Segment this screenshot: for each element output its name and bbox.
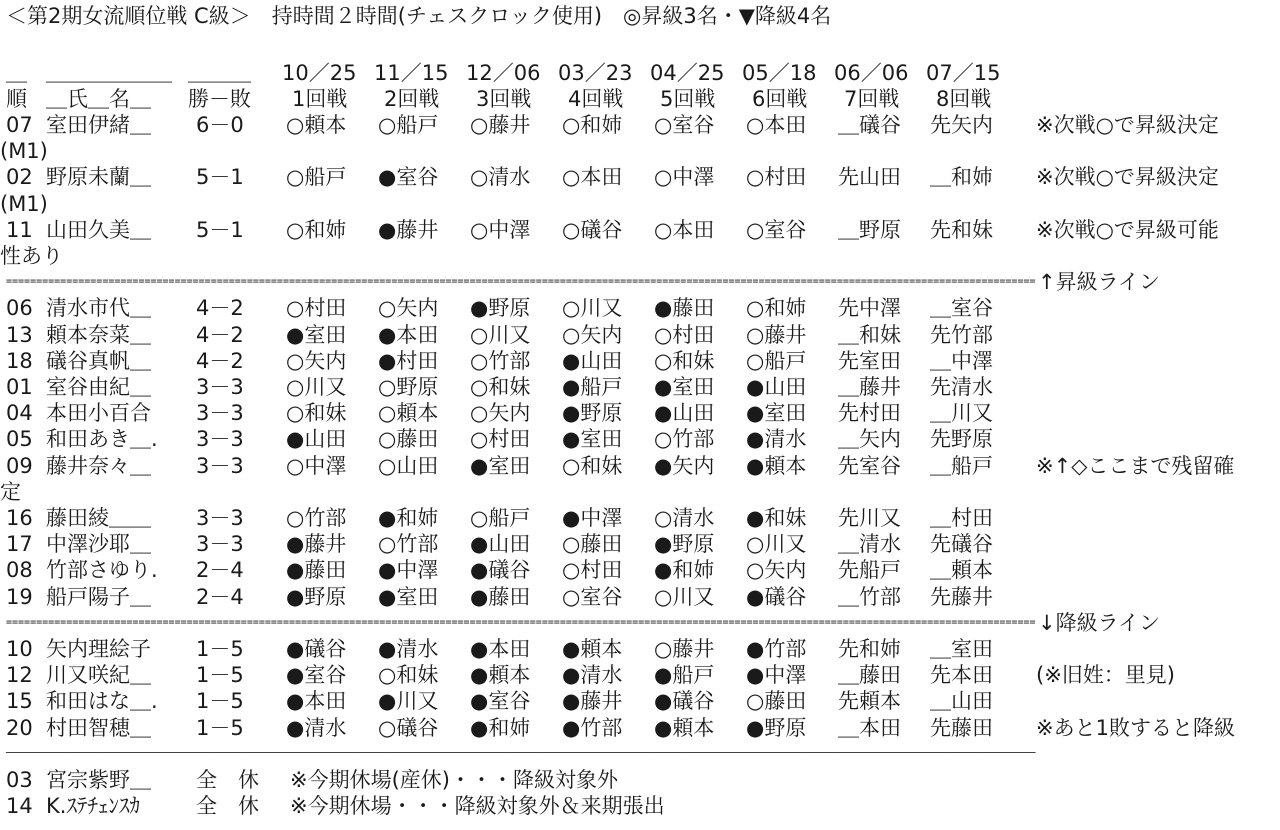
round-result: ●本田	[378, 322, 439, 347]
round-result: ○村田	[470, 427, 531, 452]
round-result: ＿船戸	[930, 453, 993, 478]
row-note-continuation: 定	[0, 479, 21, 504]
divider-line-rule: ───────────────────────────────────────────────────────────────────────────────────────────────────────────────────────────────────────────────────────────────────────────	[6, 747, 1036, 759]
round-result: ●中澤	[562, 506, 623, 530]
player-name: 船戸陽子＿	[46, 584, 151, 609]
player-number: 01	[6, 375, 33, 399]
win-loss-record: 全 休	[196, 794, 259, 819]
round-result: ＿野原	[838, 217, 901, 242]
round-result: ●野原	[746, 715, 807, 740]
round-result: ●村田	[378, 348, 439, 373]
round-result: ●山田	[286, 427, 347, 452]
round-result: ○藤田	[746, 689, 807, 714]
name-col-label: ＿氏＿名＿	[46, 87, 151, 111]
rank-col-top: ＿	[6, 61, 27, 85]
round-result: ●野原	[286, 584, 347, 609]
win-loss-record: 5－1	[196, 165, 244, 190]
round-result: ○竹部	[654, 427, 715, 452]
round-result: ＿頼本	[930, 558, 993, 583]
player-number: 15	[6, 689, 33, 714]
round-result: ●山田	[746, 375, 807, 399]
player-number: 16	[6, 506, 33, 530]
win-loss-record: 2－4	[196, 558, 244, 583]
round-result: ○室谷	[562, 584, 623, 609]
win-loss-record: 3－3	[196, 453, 244, 478]
player-name: 川又咲紀＿	[46, 663, 151, 688]
round-result: ○和妹	[378, 663, 439, 688]
win-loss-record: 1－5	[196, 689, 244, 714]
win-loss-record: 3－3	[196, 375, 244, 399]
round-result: ○礒谷	[378, 715, 439, 740]
player-name: 和田はな＿.	[46, 689, 158, 714]
player-number: 12	[6, 663, 33, 688]
round-result: 先和妹	[930, 217, 993, 242]
table-row	[6, 793, 1276, 819]
row-note: ※あと1敗すると降級	[1036, 715, 1235, 740]
round-result: ●竹部	[562, 715, 623, 740]
round-result: ○中澤	[286, 453, 347, 478]
round-result: 先室谷	[838, 453, 901, 478]
table-row	[6, 112, 1276, 138]
round-result: 先和姉	[838, 637, 901, 661]
round-result: 先山田	[838, 165, 901, 190]
round-result: ○矢内	[470, 401, 531, 426]
round-date: 04／25	[650, 61, 725, 85]
player-number: 20	[6, 715, 33, 740]
round-result: ○和妹	[470, 375, 531, 399]
win-loss-record: 1－5	[196, 663, 244, 688]
round-result: ○中澤	[654, 165, 715, 190]
record-col-top: ＿＿＿	[188, 61, 251, 85]
player-name: 本田小百合	[46, 401, 151, 426]
round-result: 先礒谷	[930, 532, 993, 557]
round-result: ●和姉	[654, 558, 715, 583]
round-result: ○和妹	[654, 348, 715, 373]
round-label: 1回戦	[292, 87, 348, 111]
round-result: ●和妹	[746, 506, 807, 530]
round-result: ＿和姉	[930, 165, 993, 190]
round-date: 10／25	[282, 61, 357, 85]
round-result: ○矢内	[746, 558, 807, 583]
table-row	[6, 217, 1276, 243]
table-row	[6, 636, 1276, 662]
round-result: 先本田	[930, 663, 993, 688]
player-name: 中澤沙耶＿	[46, 532, 151, 557]
player-name: 室田伊緒＿	[46, 113, 151, 137]
win-loss-record: 6－0	[196, 113, 244, 137]
round-result: 先室田	[838, 348, 901, 373]
player-number: 10	[6, 637, 33, 661]
round-result: ○船戸	[470, 506, 531, 530]
round-result: ●和姉	[470, 715, 531, 740]
win-loss-record: 4－2	[196, 322, 244, 347]
player-name: 村田智穂＿	[46, 715, 151, 740]
round-result: ●本田	[286, 689, 347, 714]
round-result: ○村田	[286, 296, 347, 321]
round-result: ○野原	[378, 375, 439, 399]
round-result: ○竹部	[286, 506, 347, 530]
round-result: ○矢内	[378, 296, 439, 321]
round-result: ＿室谷	[930, 296, 993, 321]
round-result: ●礒谷	[746, 584, 807, 609]
round-result: ＿和妹	[838, 322, 901, 347]
round-result: ○藤井	[746, 322, 807, 347]
round-result: ●清水	[378, 637, 439, 661]
round-result: 先川又	[838, 506, 901, 530]
round-result: 先村田	[838, 401, 901, 426]
round-result: ＿室田	[930, 637, 993, 661]
promotion-line-label: ↑昇級ライン	[1038, 270, 1160, 295]
round-result: ○本田	[654, 217, 715, 242]
round-result: ●清水	[286, 715, 347, 740]
round-result: 先野原	[930, 427, 993, 452]
player-number: 17	[6, 532, 33, 557]
round-result: ●室田	[286, 322, 347, 347]
player-name: 山田久美＿	[46, 217, 151, 242]
player-number: 13	[6, 322, 33, 347]
promotion-line	[6, 269, 1276, 295]
round-result: ●船戸	[654, 663, 715, 688]
table-row	[6, 662, 1276, 688]
round-result: ○船戸	[746, 348, 807, 373]
rank-col-label: 順	[6, 87, 27, 111]
table-row	[6, 715, 1276, 741]
round-result: ○清水	[470, 165, 531, 190]
round-label: 7回戦	[844, 87, 900, 111]
row-note: (※旧姓：里見)	[1036, 663, 1175, 688]
player-number: 11	[6, 217, 33, 242]
player-number: 03	[6, 768, 33, 792]
player-name: 頼本奈菜＿	[46, 322, 151, 347]
round-date: 07／15	[926, 61, 1001, 85]
table-row	[6, 295, 1276, 321]
relegation-line	[6, 610, 1276, 636]
round-result: ○室谷	[654, 113, 715, 137]
round-result: 先清水	[930, 375, 993, 399]
round-result: ●室谷	[286, 663, 347, 688]
round-result: ○和姉	[562, 113, 623, 137]
round-result: ●室谷	[378, 165, 439, 190]
round-date: 12／06	[466, 61, 541, 85]
round-result: 先竹部	[930, 322, 993, 347]
round-result: ○船戸	[286, 165, 347, 190]
round-result: ○矢内	[562, 322, 623, 347]
win-loss-record: 3－3	[196, 427, 244, 452]
round-result: ○頼本	[286, 113, 347, 137]
row-note-continuation: (M1)	[0, 139, 48, 164]
header-dates-row	[6, 60, 1276, 86]
row-note-continuation: (M1)	[0, 191, 48, 216]
round-result: ○川又	[470, 322, 531, 347]
round-result: ●藤田	[654, 296, 715, 321]
round-result: ○藤井	[470, 113, 531, 137]
round-result: ●室田	[562, 427, 623, 452]
player-number: 02	[6, 165, 33, 190]
row-note: ※↑◇ここまで残留確	[1036, 453, 1235, 478]
round-result: ○和妹	[286, 401, 347, 426]
table-row	[6, 348, 1276, 374]
table-row	[6, 322, 1276, 348]
player-name: 清水市代＿	[46, 296, 151, 321]
round-result: ●川又	[378, 689, 439, 714]
round-result: ○本田	[562, 165, 623, 190]
table-row	[6, 164, 1276, 190]
round-result: ＿礒谷	[838, 113, 901, 137]
round-date: 11／15	[374, 61, 449, 85]
round-result: ●中澤	[746, 663, 807, 688]
name-col-top: ＿＿＿＿＿＿	[46, 61, 172, 85]
round-result: 先矢内	[930, 113, 993, 137]
round-result: 先頼本	[838, 689, 901, 714]
row-note: ※今期休場(産休)・・・降級対象外	[290, 768, 618, 792]
round-result: ○礒谷	[562, 217, 623, 242]
round-result: ●本田	[470, 637, 531, 661]
round-result: ○村田	[562, 558, 623, 583]
player-number: 09	[6, 453, 33, 478]
table-row	[6, 453, 1276, 479]
round-result: ○頼本	[378, 401, 439, 426]
round-result: ○藤田	[562, 532, 623, 557]
win-loss-record: 5－1	[196, 217, 244, 242]
row-note: ※次戦○で昇級決定	[1036, 165, 1219, 190]
round-date: 06／06	[834, 61, 909, 85]
round-label: 3回戦	[476, 87, 532, 111]
round-label: 8回戦	[936, 87, 992, 111]
round-result: ○和妹	[562, 453, 623, 478]
round-result: ●野原	[654, 532, 715, 557]
round-label: 2回戦	[384, 87, 440, 111]
round-result: ＿竹部	[838, 584, 901, 609]
player-number: 14	[6, 794, 33, 819]
player-name: 室谷由紀＿	[46, 375, 151, 399]
round-result: ＿村田	[930, 506, 993, 530]
round-result: ○藤田	[378, 427, 439, 452]
player-name: 野原未蘭＿	[46, 165, 151, 190]
player-number: 18	[6, 348, 33, 373]
player-name: 藤井奈々＿	[46, 453, 151, 478]
win-loss-record: 全 休	[196, 768, 259, 792]
row-note-continuation: 性あり	[0, 244, 63, 268]
round-result: 先中澤	[838, 296, 901, 321]
round-result: ○竹部	[378, 532, 439, 557]
win-loss-record: 2－4	[196, 584, 244, 609]
round-result: ●清水	[562, 663, 623, 688]
table-row	[6, 400, 1276, 426]
divider-line	[6, 741, 1276, 767]
round-result: ○室谷	[746, 217, 807, 242]
round-result: ＿矢内	[838, 427, 901, 452]
round-label: 5回戦	[660, 87, 716, 111]
round-result: ●藤井	[562, 689, 623, 714]
win-loss-record: 3－3	[196, 506, 244, 530]
round-result: ●室谷	[470, 689, 531, 714]
round-result: ●礒谷	[286, 637, 347, 661]
round-result: ＿中澤	[930, 348, 993, 373]
round-result: ○村田	[654, 322, 715, 347]
round-result: ○船戸	[378, 113, 439, 137]
round-result: ○川又	[286, 375, 347, 399]
round-label: 6回戦	[752, 87, 808, 111]
round-result: ○和姉	[286, 217, 347, 242]
round-result: ○中澤	[470, 217, 531, 242]
round-result: ＿藤田	[838, 663, 901, 688]
round-result: ＿山田	[930, 689, 993, 714]
player-name: 和田あき＿.	[46, 427, 158, 452]
round-result: ●矢内	[654, 453, 715, 478]
row-note: ※次戦○で昇級決定	[1036, 113, 1219, 137]
table-row	[6, 531, 1276, 557]
round-date: 03／23	[558, 61, 633, 85]
player-name: 礒谷真帆＿	[46, 348, 151, 373]
round-result: ●中澤	[378, 558, 439, 583]
round-result: ○山田	[378, 453, 439, 478]
round-result: ○本田	[746, 113, 807, 137]
round-result: ●山田	[562, 348, 623, 373]
win-loss-record: 1－5	[196, 715, 244, 740]
round-result: ○川又	[746, 532, 807, 557]
relegation-line-label: ↓降級ライン	[1038, 610, 1160, 635]
player-name: 藤田綾＿＿	[46, 506, 151, 530]
round-result: ●野原	[562, 401, 623, 426]
player-number: 06	[6, 296, 33, 321]
round-result: ＿本田	[838, 715, 901, 740]
round-result: ○清水	[654, 506, 715, 530]
win-loss-record: 1－5	[196, 637, 244, 661]
round-result: ＿清水	[838, 532, 901, 557]
round-result: ●和姉	[378, 506, 439, 530]
win-loss-record: 4－2	[196, 348, 244, 373]
player-name: 宮宗紫野＿	[46, 768, 151, 792]
table-row	[6, 688, 1276, 714]
table-row	[6, 426, 1276, 452]
player-number: 05	[6, 427, 33, 452]
round-result: ＿川又	[930, 401, 993, 426]
round-result: ○藤井	[654, 637, 715, 661]
round-result: ●礒谷	[654, 689, 715, 714]
round-result: ＿藤井	[838, 375, 901, 399]
table-row	[6, 584, 1276, 610]
player-number: 04	[6, 401, 33, 426]
round-result: ○川又	[654, 584, 715, 609]
round-result: ●室田	[654, 375, 715, 399]
win-loss-record: 4－2	[196, 296, 244, 321]
table-row	[6, 374, 1276, 400]
round-result: ●室田	[470, 453, 531, 478]
round-result: 先藤田	[930, 715, 993, 740]
round-result: ●山田	[654, 401, 715, 426]
round-result: ●頼本	[562, 637, 623, 661]
round-result: ●藤田	[286, 558, 347, 583]
round-result: 先藤井	[930, 584, 993, 609]
player-number: 19	[6, 584, 33, 609]
promotion-line-rule: ===========================================================================================================================================================================	[6, 276, 1036, 288]
round-result: ○竹部	[470, 348, 531, 373]
round-result: ●山田	[470, 532, 531, 557]
table-row	[6, 767, 1276, 793]
round-result: ●船戸	[562, 375, 623, 399]
round-result: ○矢内	[286, 348, 347, 373]
win-loss-record: 3－3	[196, 401, 244, 426]
win-loss-record: 3－3	[196, 532, 244, 557]
header-labels-row	[6, 86, 1276, 112]
round-result: ●竹部	[746, 637, 807, 661]
round-result: ●室田	[378, 584, 439, 609]
player-name: 竹部さゆり.	[46, 558, 158, 583]
player-number: 07	[6, 113, 33, 137]
round-result: ●頼本	[470, 663, 531, 688]
row-note: ※今期休場・・・降級対象外＆来期張出	[290, 794, 665, 819]
round-result: ●野原	[470, 296, 531, 321]
round-result: 先船戸	[838, 558, 901, 583]
round-result: ●清水	[746, 427, 807, 452]
round-result: ○川又	[562, 296, 623, 321]
table-row	[6, 557, 1276, 583]
player-number: 08	[6, 558, 33, 583]
record-col-label: 勝－敗	[188, 87, 251, 111]
round-result: ●藤井	[286, 532, 347, 557]
player-name: K.ｽﾃﾁｪﾝｽｶ	[46, 794, 140, 819]
row-note: ※次戦○で昇級可能	[1036, 217, 1219, 242]
round-result: ○和姉	[746, 296, 807, 321]
page-title: ＜第2期女流順位戦 C級＞ 持時間２時間(チェスクロック使用) ◎昇級3名・▼降級4名	[6, 4, 832, 28]
round-result: ●頼本	[654, 715, 715, 740]
player-name: 矢内理絵子	[46, 637, 151, 661]
round-result: ●藤田	[470, 584, 531, 609]
round-result: ●頼本	[746, 453, 807, 478]
round-result: ○村田	[746, 165, 807, 190]
relegation-line-rule: ===========================================================================================================================================================================	[6, 616, 1036, 628]
round-date: 05／18	[742, 61, 817, 85]
round-result: ●室田	[746, 401, 807, 426]
round-label: 4回戦	[568, 87, 624, 111]
table-row	[6, 505, 1276, 531]
round-result: ●藤井	[378, 217, 439, 242]
round-result: ●礒谷	[470, 558, 531, 583]
